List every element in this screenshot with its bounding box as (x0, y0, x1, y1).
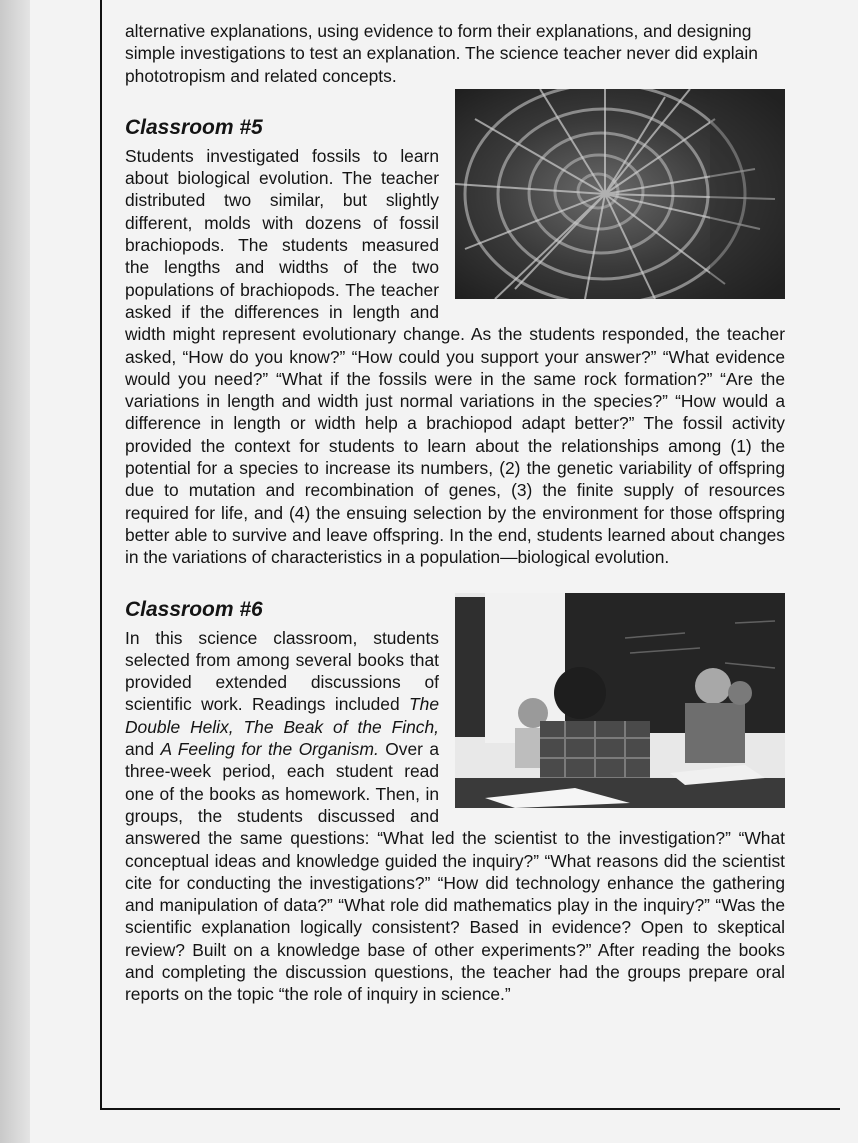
left-border-rule (100, 0, 102, 1110)
book-page (30, 0, 858, 1143)
and-word: and (125, 739, 161, 760)
book-title-beak-of-the-finch: The Beak of the Finch, (243, 716, 439, 737)
intro-text: alternative explanations, using evidence to form their explanations, and designing simple investigations to test an explanation. The science teacher never did explain phototropism and related concepts. (125, 21, 758, 86)
bottom-border-rule (100, 1108, 840, 1110)
classroom-5-body: Students investigated fossils to learn about biological evolution. The teacher distributed two similar, but slightly different, molds with dozens of fossil brachiopods. The students measured the lengths and widths of the two populations of brachiopods. The teacher asked if the differences in length and width might represent evolutionary change. As the students responded, the teacher asked, “How do you know?” “How could you support your answer?” “What evidence would you need?” “What if the fossils were in the same rock formation?” “Are the variations in length and width just normal variations in the species?” “How would a difference in length or width help a brachiopod adapt better?” The fossil activity provided the context for students to learn about the relationships among (1) the potential for a species to increase its numbers, (2) the genetic variability of offspring due to mutation and recombination of genes, (3) the finite supply of resources required for life, and (4) the ensuing selection by the environment for those offspring better able to survive and leave offspring. In the end, students learned about changes in the variations of characteristics in a population—biological evolution. (125, 145, 785, 568)
classroom-6-heading: Classroom #6 (125, 597, 263, 621)
classroom-6-section (125, 597, 785, 1006)
page-content (125, 20, 785, 1006)
classroom-6-body-part2: Over a three-week period, each student read one of the books as homework. Then, in groups, the students discussed and answered the same questions: “What led the scientist to the investigation?” “What conceptual ideas and knowledge guided the inquiry?” “What reasons did the scientist cite for conducting the investigations?” “How did technology enhance the gathering and manipulation of data?” “What role did mathematics play in the inquiry?” “Was the scientific explanation logically consistent? Based in evidence? Open to skeptical review? Built on a knowledge base of other experiments?” After reading the books and completing the discussion questions, the teacher had the groups prepare oral reports on the topic “the role of inquiry in science.” (125, 739, 785, 1005)
classroom-5-section (125, 115, 785, 569)
classroom-6-body-part1: In this science classroom, students selected from among several books that provided extended discussions of scientific work. Readings included (125, 627, 439, 715)
ammonite-fossil-icon (455, 89, 785, 299)
fossil-photo (455, 89, 785, 299)
students-reading-icon (455, 593, 785, 808)
book-title-double-helix: The Double Helix, (125, 694, 439, 737)
intro-paragraph (125, 20, 785, 87)
classroom-5-heading: Classroom #5 (125, 115, 263, 139)
book-title-feeling-for-the-organism: A Feeling for the Organism. (160, 739, 379, 760)
students-photo (455, 593, 785, 808)
